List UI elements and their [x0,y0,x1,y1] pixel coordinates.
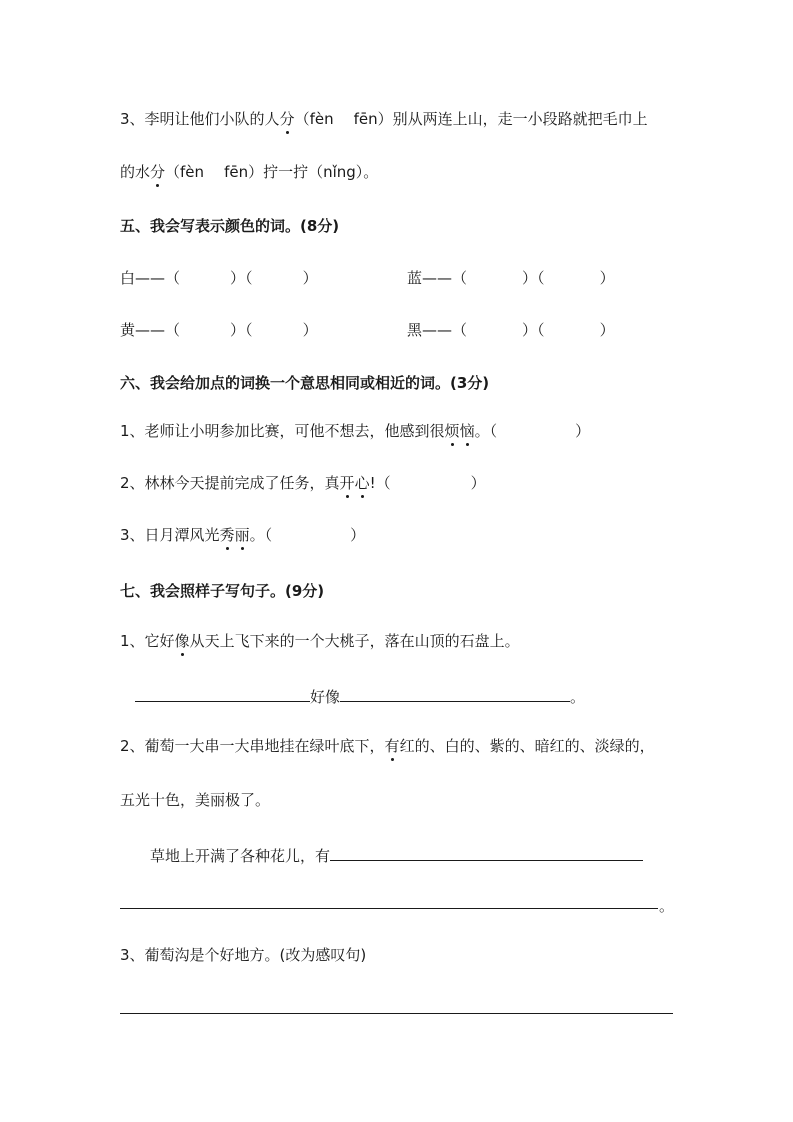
blank-close: ） [230,321,246,339]
color-word-blue: 蓝—— [407,269,453,287]
q6-item1 [120,421,590,441]
color-row-2 [120,320,660,340]
blank-close: ） [302,269,318,287]
blank-open: （ [245,269,253,287]
blank-close: ） [230,269,246,287]
blank-close: ） [575,422,591,440]
blank-open: （ [452,321,468,339]
q6-item2-text: 2、林林今天提前完成了任务，真 [120,474,340,492]
blank-open: 。（ [474,422,498,440]
q7-item1 [120,631,520,651]
q7-item3: 3、葡萄沟是个好地方。(改为感叹句) [120,946,367,964]
q7-item2-line2: 五光十色，美丽极了。 [120,791,271,809]
q7-item2-rest: 红的、白的、紫的、暗红的、淡绿的， [399,737,655,755]
blank-open: （ [537,321,545,339]
blank-close: ） [470,474,486,492]
answer-end-mark: 。 [570,688,586,706]
pinyin-option-1: （fèn [294,110,334,128]
dotted-char: 分 [279,110,295,128]
q6-item1-text: 1、老师让小明参加比赛，可他不想去，他感到很 [120,422,445,440]
q4-item3-line1-prefix: 3、李明让他们小队的人 [120,110,280,128]
q6-item3 [120,525,365,545]
answer-end-mark: 。 [659,897,675,915]
blank-open: （ [537,269,545,287]
color-word-yellow: 黄—— [120,321,166,339]
blank-open: !（ [369,474,391,492]
dotted-char: 开 [339,474,355,492]
answer-line[interactable] [120,1013,673,1014]
answer-line[interactable] [120,908,658,909]
dotted-char: 烦 [444,422,460,440]
dotted-char: 心 [354,474,370,492]
q4-item3-line1 [120,109,648,129]
color-word-white: 白—— [120,269,166,287]
q7-item1-text: 1、它好 [120,632,175,650]
blank-close: ） [522,321,538,339]
q7-item1-rest: 从天上飞下来的一个大桃子，落在山顶的石盘上。 [189,632,520,650]
dotted-char: 有 [384,737,400,755]
answer-line[interactable] [135,685,310,702]
q7-item2-line1 [120,736,655,756]
q4-item3-line2 [120,162,378,182]
dotted-char: 像 [174,632,190,650]
blank-open: （ [452,269,468,287]
answer-connector: 好像 [310,688,341,706]
blank-open: （ [165,321,181,339]
section-heading-q7: 七、我会照样子写句子。(9分) [120,582,325,600]
dotted-char: 分 [150,163,166,181]
section-heading-q5: 五、我会写表示颜色的词。(8分) [120,217,340,235]
q7-item1-answer [135,685,585,707]
answer-line[interactable] [340,685,570,702]
q4-item3-line2-prefix: 的水 [120,163,151,181]
pinyin-option-2: fēn）拧一拧（nǐng）。 [224,163,379,181]
blank-open: （ [245,321,253,339]
blank-close: ） [522,269,538,287]
pinyin-option-2: fēn）别从两连上山，走一小段路就把毛巾上 [353,110,648,128]
q7-item2-answer [150,844,643,866]
blank-close: ） [599,269,615,287]
answer-prompt: 草地上开满了各种花儿，有 [150,847,331,865]
answer-line[interactable] [330,844,643,861]
q7-item2-text: 2、葡萄一大串一大串地挂在绿叶底下， [120,737,385,755]
blank-close: ） [350,526,366,544]
section-heading-q6: 六、我会给加点的词换一个意思相同或相近的词。(3分) [120,374,490,392]
blank-open: 。（ [249,526,273,544]
color-row-1 [120,268,660,288]
dotted-char: 恼 [459,422,475,440]
q6-item3-text: 3、日月潭风光 [120,526,220,544]
blank-open: （ [165,269,181,287]
q6-item2 [120,473,486,493]
blank-close: ） [302,321,318,339]
pinyin-option-1: （fèn [165,163,205,181]
blank-close: ） [599,321,615,339]
dotted-char: 丽 [234,526,250,544]
dotted-char: 秀 [219,526,235,544]
color-word-black: 黑—— [407,321,453,339]
